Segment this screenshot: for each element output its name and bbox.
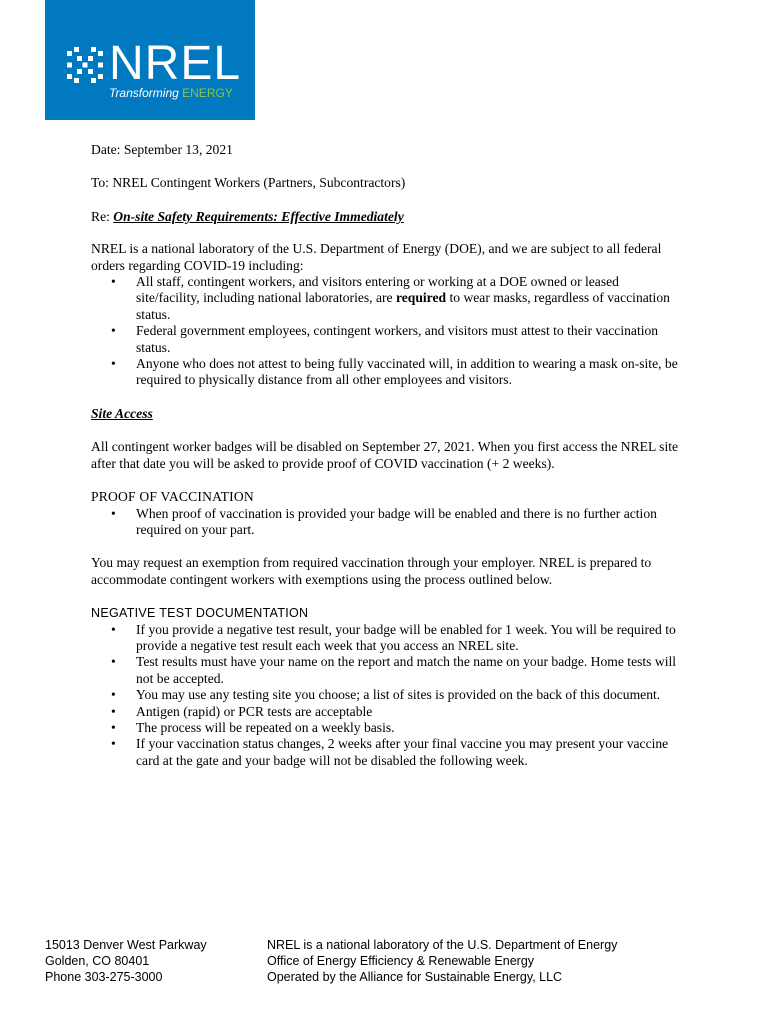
letter-subject-line — [91, 209, 683, 225]
list-item: • You may use any testing site you choose; a list of sites is provided on the back of this document. — [91, 687, 683, 703]
footer-address-line: 15013 Denver West Parkway — [45, 938, 207, 952]
list-item: • Test results must have your name on the report and match the name on your badge. Home tests will not be accepted. — [91, 654, 683, 687]
footer-address — [45, 937, 207, 985]
letter-body — [91, 142, 683, 769]
requirements-list — [91, 274, 683, 389]
nrel-logo-mark-icon — [67, 47, 103, 83]
nrel-logo — [45, 0, 255, 120]
logo-wordmark: NREL — [109, 37, 242, 90]
footer-org-line: Office of Energy Efficiency & Renewable Energy — [267, 954, 535, 968]
list-item: • The process will be repeated on a weekly basis. — [91, 720, 683, 736]
exemption-paragraph: You may request an exemption from required vaccination through your employer. NREL is prepared to accommodate contingent workers with exemptions using the process outlined below. — [91, 555, 652, 587]
requirement-text: All staff, contingent workers, and visitors entering or working at a DOE owned or leased site/facility, including national laboratories, are — [136, 274, 619, 306]
site-access-heading: Site Access — [91, 405, 153, 421]
negative-test-list — [91, 622, 683, 770]
list-item: • Federal government employees, contingent workers, and visitors must attest to their vaccination status. — [91, 323, 683, 356]
subject-text: On-site Safety Requirements: Effective Immediately — [113, 208, 404, 224]
footer-phone: Phone 303-275-3000 — [45, 970, 163, 984]
logo-tagline-energy: ENERGY — [182, 86, 233, 100]
list-item: • Antigen (rapid) or PCR tests are acceptable — [91, 704, 683, 720]
list-item: • If your vaccination status changes, 2 weeks after your final vaccine you may present your vaccine card at the gate and your badge will not be disabled the following week. — [91, 736, 683, 769]
list-item: • If you provide a negative test result, your badge will be enabled for 1 week. You will be required to provide a negative test result each week that you access an NREL site. — [91, 622, 683, 655]
proof-list — [91, 506, 683, 539]
list-item: • When proof of vaccination is provided your badge will be enabled and there is no further action required on your part. — [91, 506, 683, 539]
subject-prefix: Re: — [91, 208, 114, 224]
letter-date: Date: September 13, 2021 — [91, 142, 233, 157]
negative-test-heading: NEGATIVE TEST DOCUMENTATION — [91, 606, 309, 621]
requirement-emphasis: required — [395, 290, 447, 306]
list-item — [91, 274, 683, 323]
footer-org-line: NREL is a national laboratory of the U.S. Department of Energy — [267, 938, 618, 952]
logo-tagline-prefix: Transforming — [109, 86, 183, 100]
badges-paragraph: All contingent worker badges will be disabled on September 27, 2021. When you first access the NREL site after that date you will be asked to provide proof of COVID vaccination (+ 2 weeks). — [91, 439, 679, 471]
intro-paragraph: NREL is a national laboratory of the U.S. Department of Energy (DOE), and we are subject to all federal orders regarding COVID-19 including: — [91, 241, 662, 273]
letter-recipient: To: NREL Contingent Workers (Partners, Subcontractors) — [91, 175, 406, 191]
requirement-text: to wear masks, regardless of vaccination status. — [136, 290, 670, 322]
logo-tagline — [109, 86, 233, 100]
list-item: • Anyone who does not attest to being fully vaccinated will, in addition to wearing a mask on-site, be required to physically distance from all other employees and visitors. — [91, 356, 683, 389]
footer-address-line: Golden, CO 80401 — [45, 954, 150, 968]
footer-org-line: Operated by the Alliance for Sustainable Energy, LLC — [267, 970, 563, 984]
proof-heading: PROOF OF VACCINATION — [91, 489, 254, 505]
footer-organization — [267, 937, 617, 985]
